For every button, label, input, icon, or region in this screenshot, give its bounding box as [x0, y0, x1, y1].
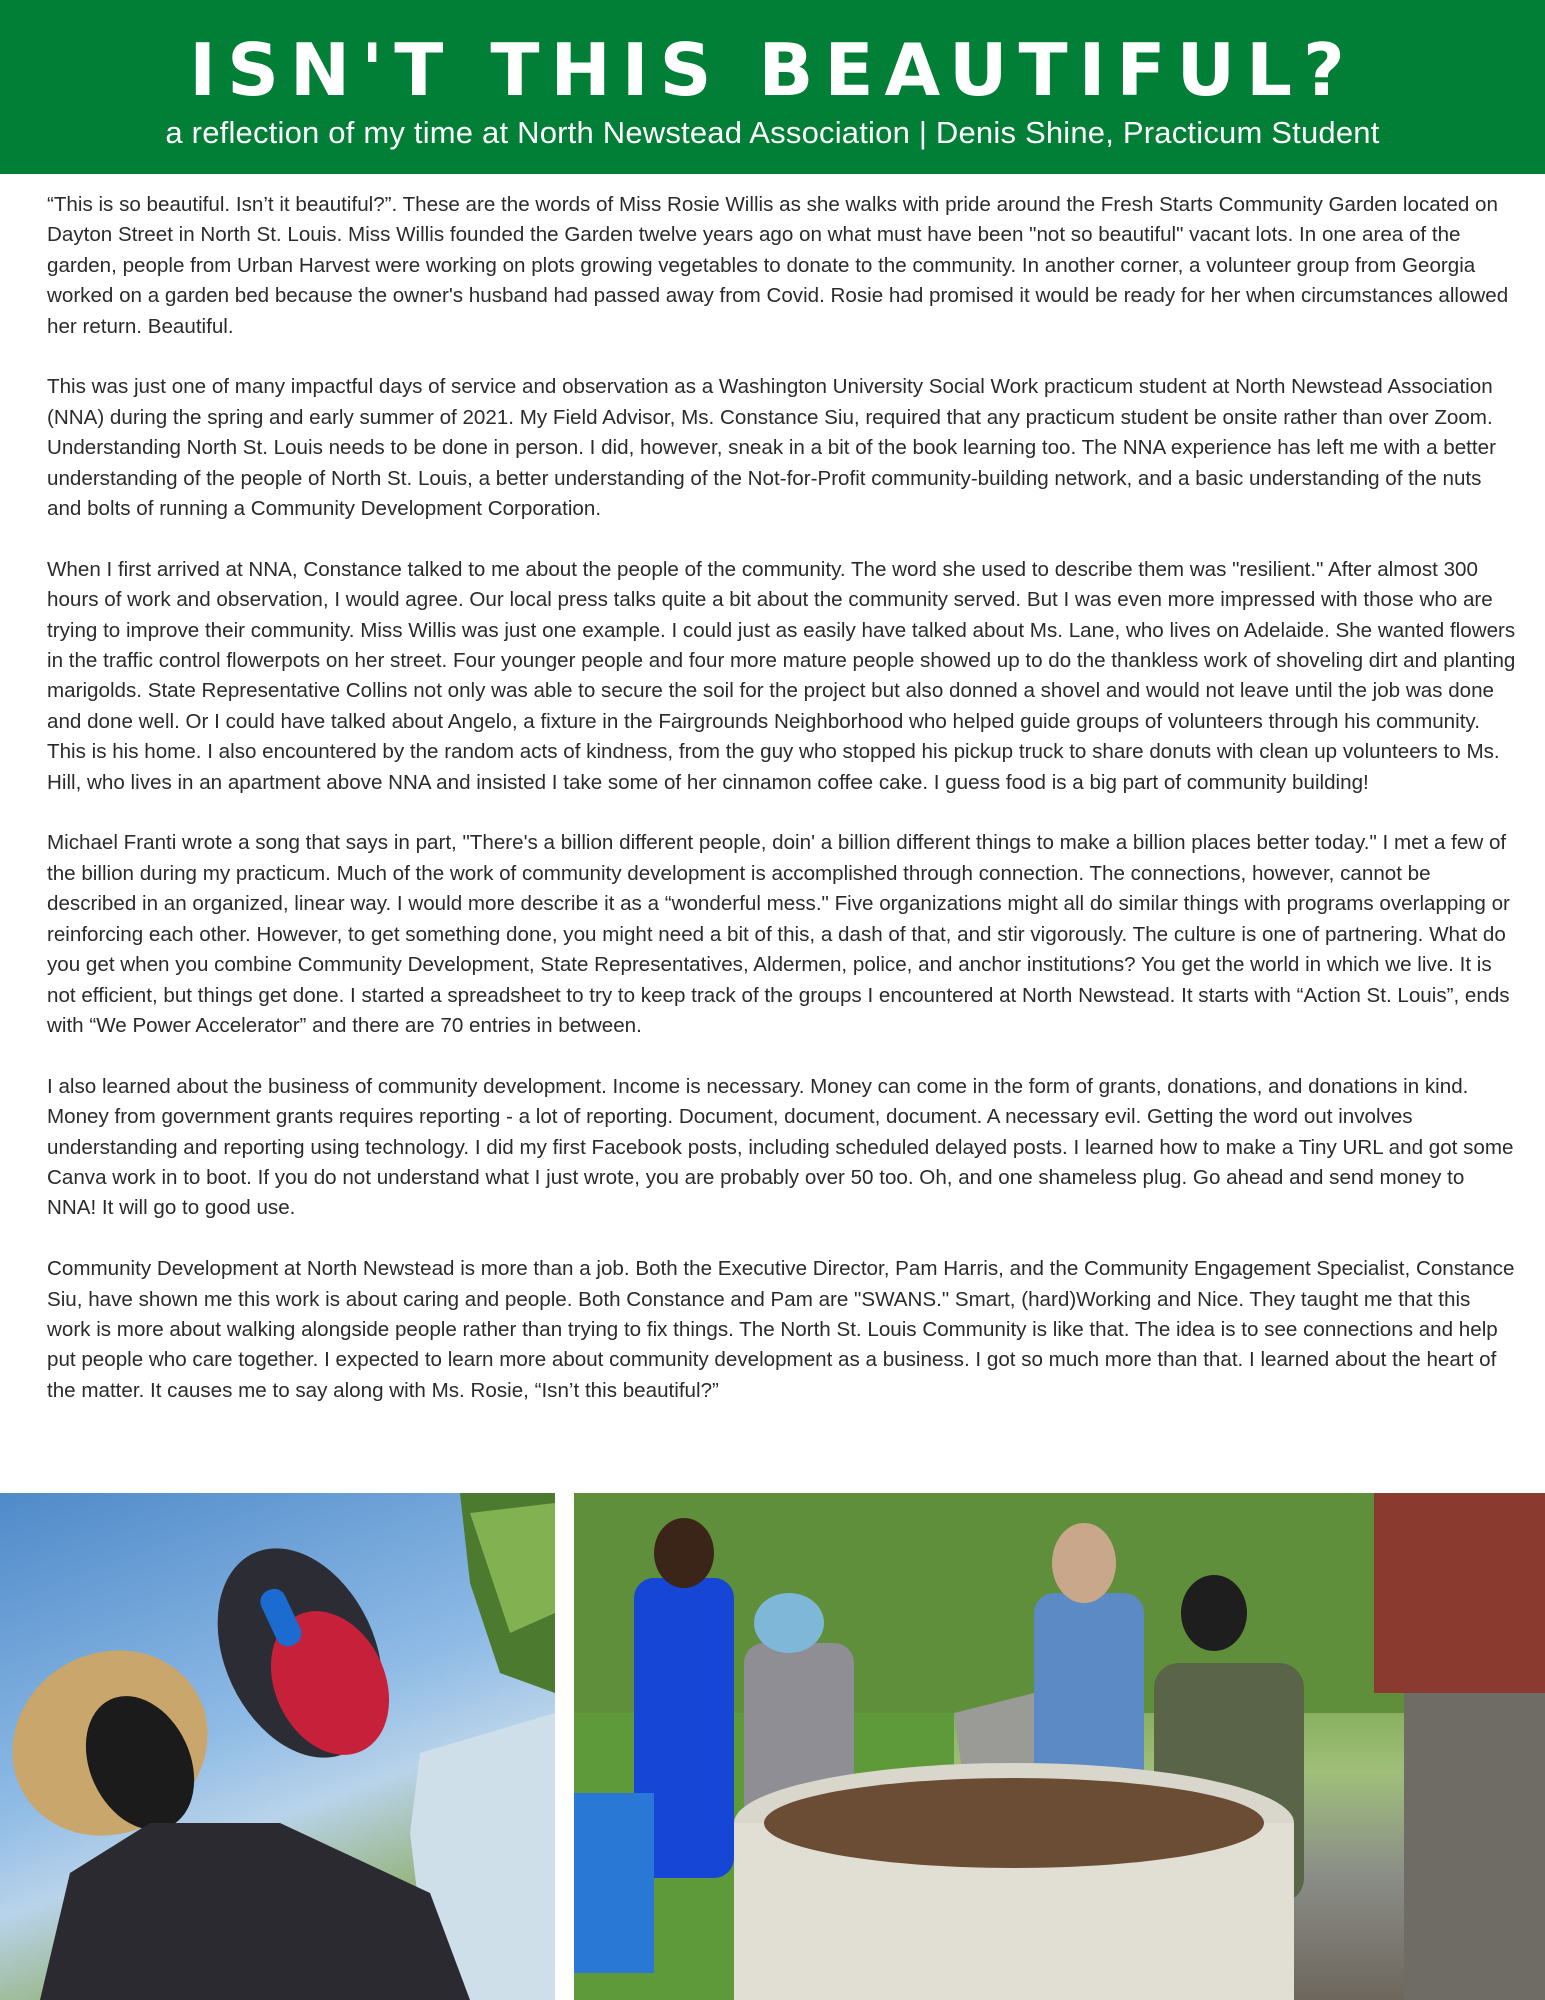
- planting-illustration: [574, 1493, 1545, 2000]
- paragraph-conclusion: Community Development at North Newstead is more than a job. Both the Executive Director, Pam Harris, and the Community Engagement Specialist, Constance Siu, have shown me this work is about caring and people. Both Constance and Pam are "SWANS." Smart, (hard)Working and Nice. They taught me that this work is more about walking alongside people rather than trying to fix things. The North St. Louis Community is like that. The idea is to see connections and help put people who care together. I expected to learn more about community development as a business. I got so much more than that. I learned about the heart of the matter. It causes me to say along with Ms. Rosie, “Isn’t this beautiful?”: [47, 1257, 1515, 1402]
- photo-strip: [0, 1493, 1545, 2000]
- street-shape: [1404, 1693, 1545, 2000]
- photo-selfie: [0, 1493, 555, 2000]
- brick-house-shape: [1374, 1493, 1545, 1693]
- head-shape: [654, 1518, 714, 1588]
- paragraph-resilient: When I first arrived at NNA, Constance talked to me about the people of the community. The word she used to describe them was "resilient." After almost 300 hours of work and observation, I would agree. Our local press talks quite a bit about the community served. But I was even more impressed with those who are trying to improve their community. Miss Willis was just one example. I could just as easily have talked about Ms. Lane, who lives on Adelaide. She wanted flowers in the traffic control flowerpots on her street. Four younger people and four more mature people showed up to do the thankless work of shoveling dirt and planting marigolds. State Representative Collins not only was able to secure the soil for the project but also donned a shovel and would not leave until the job was done and done well. Or I could have talked about Angelo, a fixture in the Fairgrounds Neighborhood who helped guide groups of volunteers through his community. This is his home. I also encountered by the random acts of kindness, from the guy who stopped his pickup truck to share donuts with clean up volunteers to Ms. Hill, who lives in an apartment above NNA and insisted I take some of her cinnamon coffee cake. I guess food is a big part of community building!: [47, 557, 1516, 794]
- header-banner: [0, 0, 1545, 174]
- selfie-illustration: [0, 1493, 555, 2000]
- page-title: ISN'T THIS BEAUTIFUL?: [189, 28, 1356, 112]
- face-shape: [1052, 1523, 1116, 1603]
- photo-planting: [574, 1493, 1545, 2000]
- page-subtitle: a reflection of my time at North Newstead Association | Denis Shine, Practicum Student: [165, 115, 1380, 150]
- soil-shape: [764, 1778, 1264, 1868]
- paragraph-connections: Michael Franti wrote a song that says in part, "There's a billion different people, doin' a billion different things to make a billion places better today." I met a few of the billion during my practicum. Much of the work of community development is accomplished through connection. The connections, however, cannot be described in an organized, linear way. I would more describe it as a “wonderful mess." Five organizations might all do similar things with programs overlapping or reinforcing each other. However, to get something done, you might need a bit of this, a dash of that, and stir vigorously. The culture is one of partnering. What do you get when you combine Community Development, State Representatives, Aldermen, police, and anchor institutions? You get the world in which we live. It is not efficient, but things get done. I started a spreadsheet to try to keep track of the groups I encountered at North Newstead. It starts with “Action St. Louis”, ends with “We Power Accelerator” and there are 70 entries in between.: [47, 831, 1510, 1037]
- paragraph-intro: “This is so beautiful. Isn’t it beautiful?”. These are the words of Miss Rosie Willis as she walks with pride around the Fresh Starts Community Garden located on Dayton Street in North St. Louis. Miss Willis founded the Garden twelve years ago on what must have been "not so beautiful" vacant lots. In one area of the garden, people from Urban Harvest were working on plots growing vegetables to donate to the community. In another corner, a volunteer group from Georgia worked on a garden bed because the owner's husband had passed away from Covid. Rosie had promised it would be ready for her when circumstances allowed her return. Beautiful.: [47, 193, 1509, 338]
- blue-mask-shape: [754, 1593, 824, 1653]
- sweater-shape: [40, 1823, 470, 2000]
- blue-bin-shape: [574, 1793, 654, 1973]
- black-mask-shape: [1181, 1575, 1247, 1651]
- article-body: [47, 190, 1517, 1437]
- paragraph-practicum: This was just one of many impactful days of service and observation as a Washington University Social Work practicum student at North Newstead Association (NNA) during the spring and early summer of 2021. My Field Advisor, Ms. Constance Siu, required that any practicum student be onsite rather than over Zoom. Understanding North St. Louis needs to be done in person. I did, however, sneak in a bit of the book learning too. The NNA experience has left me with a better understanding of the people of North St. Louis, a better understanding of the Not-for-Profit community-building network, and a basic understanding of the nuts and bolts of running a Community Development Corporation.: [47, 375, 1496, 521]
- paragraph-business: I also learned about the business of community development. Income is necessary. Money can come in the form of grants, donations, and donations in kind. Money from government grants requires reporting - a lot of reporting. Document, document, document. A necessary evil. Getting the word out involves understanding and reporting using technology. I did my first Facebook posts, including scheduled delayed posts. I learned how to make a Tiny URL and got some Canva work in to boot. If you do not understand what I just wrote, you are probably over 50 too. Oh, and one shameless plug. Go ahead and send money to NNA! It will go to good use.: [47, 1074, 1514, 1220]
